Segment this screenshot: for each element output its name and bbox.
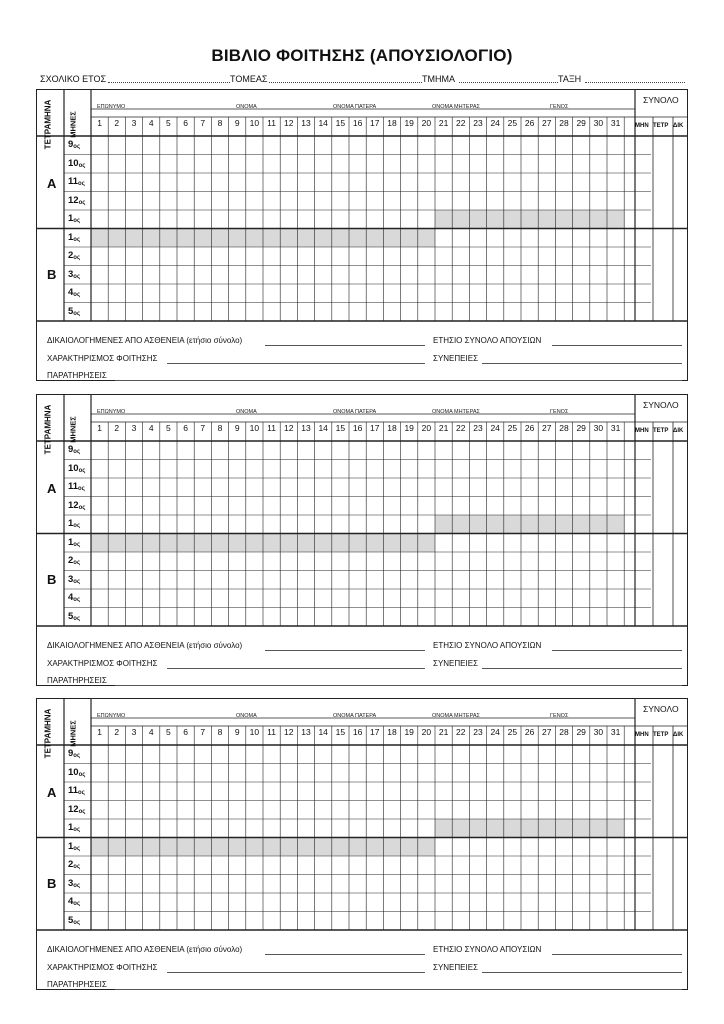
day-number: 19 xyxy=(404,423,414,433)
total-term-label: ΤΕΤΡ xyxy=(653,123,669,129)
day-number: 1 xyxy=(97,423,102,433)
justified-illness-field[interactable] xyxy=(265,954,425,955)
total-justified-label: ΔΙΚ xyxy=(673,123,684,129)
day-number: 5 xyxy=(166,423,171,433)
term-b-label: Β xyxy=(47,876,57,891)
day-number: 3 xyxy=(131,727,137,737)
characterization-label: ΧΑΡΑΚΤΗΡΙΣΜΟΣ ΦΟΙΤΗΣΗΣ xyxy=(47,963,158,972)
months-header: ΜΗΝΕΣ xyxy=(68,416,78,443)
month-label: $3_{o\varsigma}$ xyxy=(68,877,81,889)
day-number: 22 xyxy=(456,118,466,128)
student-record-1 xyxy=(36,89,688,381)
day-number: 28 xyxy=(559,118,569,128)
day-number: 18 xyxy=(387,727,397,737)
school-year-label: ΣΧΟΛΙΚΟ ΕΤΟΣ xyxy=(40,74,107,84)
total-header: ΣΥΝΟΛΟ xyxy=(643,400,679,410)
day-number: 5 xyxy=(166,118,171,128)
justified-illness-field[interactable] xyxy=(265,650,425,651)
month-label: $4_{o\varsigma}$ xyxy=(68,287,81,298)
total-term-label: ΤΕΤΡ xyxy=(653,732,669,738)
shaded-cells xyxy=(435,210,624,229)
day-number: 7 xyxy=(200,118,206,128)
characterization-field[interactable] xyxy=(167,363,425,364)
day-number: 16 xyxy=(352,118,363,128)
total-justified-label: ΔΙΚ xyxy=(673,428,684,434)
day-number: 18 xyxy=(387,423,397,433)
sector-field[interactable] xyxy=(269,82,422,83)
day-number: 3 xyxy=(131,423,137,433)
month-label: $11_{o\varsigma}$ xyxy=(68,481,85,492)
department-label: ΤΜΗΜΑ xyxy=(422,74,455,84)
day-number: 19 xyxy=(404,727,414,737)
day-number: 27 xyxy=(542,118,552,128)
class-field[interactable] xyxy=(585,82,685,83)
father-name-label: ΟΝΟΜΑ ΠΑΤΕΡΑ xyxy=(333,409,377,415)
total-month-label: ΜΗΝ xyxy=(635,732,649,738)
day-number: 29 xyxy=(576,727,586,737)
annual-total-label: ΕΤΗΣΙΟ ΣΥΝΟΛΟ ΑΠΟΥΣΙΩΝ xyxy=(433,945,542,954)
day-number: 26 xyxy=(524,727,535,737)
consequences-field[interactable] xyxy=(482,668,682,669)
month-label: $4_{o\varsigma}$ xyxy=(68,592,81,603)
total-month-label: ΜΗΝ xyxy=(635,123,649,129)
term-a-label: Α xyxy=(47,785,57,800)
surname-label: ΕΠΩΝΥΜΟ xyxy=(97,104,126,110)
day-number: 7 xyxy=(200,423,206,433)
day-number: 25 xyxy=(507,727,518,737)
day-number: 24 xyxy=(490,118,500,128)
total-month-label: ΜΗΝ xyxy=(635,428,649,434)
consequences-label: ΣΥΝΕΠΕΙΕΣ xyxy=(433,354,479,363)
day-number: 15 xyxy=(335,727,346,737)
month-label: $1_{o\varsigma}$ xyxy=(68,231,81,243)
day-number: 17 xyxy=(370,118,380,128)
month-label: $1_{o\varsigma}$ xyxy=(68,536,81,548)
day-number: 26 xyxy=(524,118,535,128)
shaded-cells xyxy=(435,515,624,534)
day-number: 21 xyxy=(438,423,449,433)
total-header: ΣΥΝΟΛΟ xyxy=(643,95,679,105)
day-number: 13 xyxy=(301,727,311,737)
remarks-field[interactable] xyxy=(115,685,682,686)
day-number: 14 xyxy=(318,727,328,737)
day-number: 23 xyxy=(473,727,483,737)
annual-total-label: ΕΤΗΣΙΟ ΣΥΝΟΛΟ ΑΠΟΥΣΙΩΝ xyxy=(433,336,542,345)
day-number: 27 xyxy=(542,423,552,433)
day-number: 6 xyxy=(183,423,188,433)
month-label: $10_{o\varsigma}$ xyxy=(68,157,86,169)
day-number: 30 xyxy=(593,727,604,737)
surname-label: ΕΠΩΝΥΜΟ xyxy=(97,713,126,719)
day-number: 3 xyxy=(131,118,137,128)
day-number: 21 xyxy=(438,118,449,128)
student-record-3 xyxy=(36,698,688,990)
characterization-label: ΧΑΡΑΚΤΗΡΙΣΜΟΣ ΦΟΙΤΗΣΗΣ xyxy=(47,659,158,668)
term-header: ΤΕΤΡΑΜΗΝΑ xyxy=(43,404,53,455)
day-number: 27 xyxy=(542,727,552,737)
month-label: $1_{o\varsigma}$ xyxy=(68,518,81,529)
day-number: 24 xyxy=(490,727,500,737)
day-number: 23 xyxy=(473,423,483,433)
day-number: 4 xyxy=(148,118,154,128)
day-number: 17 xyxy=(370,423,380,433)
day-number: 18 xyxy=(387,118,397,128)
total-header: ΣΥΝΟΛΟ xyxy=(643,704,679,714)
day-number: 11 xyxy=(267,727,276,737)
day-number: 30 xyxy=(593,423,604,433)
remarks-label: ΠΑΡΑΤΗΡΗΣΕΙΣ xyxy=(47,676,107,685)
day-number: 15 xyxy=(335,118,346,128)
term-b-label: Β xyxy=(47,572,57,587)
father-name-label: ΟΝΟΜΑ ΠΑΤΕΡΑ xyxy=(333,713,377,719)
day-number: 5 xyxy=(166,727,171,737)
shaded-cells xyxy=(435,819,624,838)
month-label: $10_{o\varsigma}$ xyxy=(68,462,86,474)
day-number: 12 xyxy=(284,727,294,737)
student-record-2 xyxy=(36,394,688,686)
day-number: 23 xyxy=(473,118,483,128)
month-label: $5_{o\varsigma}$ xyxy=(68,610,81,622)
page-title: ΒΙΒΛΙΟ ΦΟΙΤΗΣΗΣ (ΑΠΟΥΣΙΟΛΟΓΙΟ) xyxy=(211,46,513,65)
months-header: ΜΗΝΕΣ xyxy=(68,720,78,747)
day-number: 14 xyxy=(318,423,328,433)
day-number: 1 xyxy=(97,727,102,737)
day-number: 28 xyxy=(559,423,569,433)
name-label: ΟΝΟΜΑ xyxy=(236,409,257,415)
consequences-label: ΣΥΝΕΠΕΙΕΣ xyxy=(433,963,479,972)
total-justified-label: ΔΙΚ xyxy=(673,732,684,738)
day-number: 25 xyxy=(507,118,518,128)
month-label: $2_{o\varsigma}$ xyxy=(68,859,81,870)
name-label: ΟΝΟΜΑ xyxy=(236,104,257,110)
day-number: 14 xyxy=(318,118,328,128)
month-label: $12_{o\varsigma}$ xyxy=(68,803,86,815)
day-number: 31 xyxy=(610,118,621,128)
day-number: 19 xyxy=(404,118,414,128)
day-number: 10 xyxy=(249,727,260,737)
day-number: 7 xyxy=(200,727,206,737)
month-label: $9_{o\varsigma}$ xyxy=(68,444,81,455)
month-label: $11_{o\varsigma}$ xyxy=(68,785,85,796)
day-number: 15 xyxy=(335,423,346,433)
day-number: 16 xyxy=(352,423,363,433)
day-number: 28 xyxy=(559,727,569,737)
day-number: 12 xyxy=(284,423,294,433)
justified-illness-field[interactable] xyxy=(265,345,425,346)
gender-label: ΓΕΝΟΣ xyxy=(550,409,569,415)
day-number: 4 xyxy=(148,727,154,737)
mother-name-label: ΟΝΟΜΑ ΜΗΤΕΡΑΣ xyxy=(432,713,480,719)
day-number: 1 xyxy=(97,118,102,128)
characterization-field[interactable] xyxy=(167,668,425,669)
month-label: $4_{o\varsigma}$ xyxy=(68,896,81,907)
day-number: 31 xyxy=(610,423,621,433)
day-number: 10 xyxy=(249,118,260,128)
month-label: $3_{o\varsigma}$ xyxy=(68,573,81,585)
mother-name-label: ΟΝΟΜΑ ΜΗΤΕΡΑΣ xyxy=(432,409,480,415)
annual-total-label: ΕΤΗΣΙΟ ΣΥΝΟΛΟ ΑΠΟΥΣΙΩΝ xyxy=(433,641,542,650)
day-number: 9 xyxy=(234,727,240,737)
justified-illness-label: ΔΙΚΑΙΟΛΟΓΗΜΕΝΕΣ ΑΠΟ ΑΣΘΕΝΕΙΑ (ετήσιο σύνολο) xyxy=(47,336,243,345)
day-number: 20 xyxy=(421,118,432,128)
day-number: 24 xyxy=(490,423,500,433)
day-number: 29 xyxy=(576,118,586,128)
sector-label: ΤΟΜΕΑΣ xyxy=(230,74,268,84)
day-number: 22 xyxy=(456,423,466,433)
day-number: 2 xyxy=(114,423,120,433)
remarks-label: ΠΑΡΑΤΗΡΗΣΕΙΣ xyxy=(47,980,107,989)
day-number: 11 xyxy=(267,423,276,433)
day-number: 25 xyxy=(507,423,518,433)
day-number: 13 xyxy=(301,423,311,433)
surname-label: ΕΠΩΝΥΜΟ xyxy=(97,409,126,415)
month-label: $2_{o\varsigma}$ xyxy=(68,555,81,566)
class-label: ΤΑΞΗ xyxy=(558,74,582,84)
school-year-field[interactable] xyxy=(108,82,230,83)
name-label: ΟΝΟΜΑ xyxy=(236,713,257,719)
day-number: 13 xyxy=(301,118,311,128)
annual-total-field[interactable] xyxy=(552,650,682,651)
day-number: 16 xyxy=(352,727,363,737)
day-number: 8 xyxy=(217,423,223,433)
month-label: $1_{o\varsigma}$ xyxy=(68,213,81,224)
day-number: 20 xyxy=(421,727,432,737)
remarks-field[interactable] xyxy=(115,989,682,990)
justified-illness-label: ΔΙΚΑΙΟΛΟΓΗΜΕΝΕΣ ΑΠΟ ΑΣΘΕΝΕΙΑ (ετήσιο σύνολο) xyxy=(47,945,243,954)
month-label: $2_{o\varsigma}$ xyxy=(68,250,81,261)
remarks-field[interactable] xyxy=(115,380,682,381)
day-number: 11 xyxy=(267,118,276,128)
months-header: ΜΗΝΕΣ xyxy=(68,111,78,138)
month-label: $12_{o\varsigma}$ xyxy=(68,499,86,511)
annual-total-field[interactable] xyxy=(552,954,682,955)
day-number: 6 xyxy=(183,118,188,128)
department-field[interactable] xyxy=(459,82,558,83)
day-number: 9 xyxy=(234,423,240,433)
characterization-label: ΧΑΡΑΚΤΗΡΙΣΜΟΣ ΦΟΙΤΗΣΗΣ xyxy=(47,354,158,363)
day-number: 31 xyxy=(610,727,621,737)
day-number: 2 xyxy=(114,727,120,737)
month-label: $5_{o\varsigma}$ xyxy=(68,914,81,926)
day-number: 22 xyxy=(456,727,466,737)
mother-name-label: ΟΝΟΜΑ ΜΗΤΕΡΑΣ xyxy=(432,104,480,110)
day-number: 12 xyxy=(284,118,294,128)
characterization-field[interactable] xyxy=(167,972,425,973)
month-label: $1_{o\varsigma}$ xyxy=(68,822,81,833)
day-number: 2 xyxy=(114,118,120,128)
term-a-label: Α xyxy=(47,176,57,191)
day-number: 30 xyxy=(593,118,604,128)
day-number: 29 xyxy=(576,423,586,433)
gender-label: ΓΕΝΟΣ xyxy=(550,104,569,110)
consequences-field[interactable] xyxy=(482,972,682,973)
month-label: $10_{o\varsigma}$ xyxy=(68,766,86,778)
father-name-label: ΟΝΟΜΑ ΠΑΤΕΡΑ xyxy=(333,104,377,110)
term-a-label: Α xyxy=(47,481,57,496)
month-label: $12_{o\varsigma}$ xyxy=(68,194,86,206)
month-label: $5_{o\varsigma}$ xyxy=(68,305,81,317)
gender-label: ΓΕΝΟΣ xyxy=(550,713,569,719)
month-label: $11_{o\varsigma}$ xyxy=(68,176,85,187)
consequences-label: ΣΥΝΕΠΕΙΕΣ xyxy=(433,659,479,668)
month-label: $3_{o\varsigma}$ xyxy=(68,268,81,280)
meta-row xyxy=(40,74,685,88)
remarks-label: ΠΑΡΑΤΗΡΗΣΕΙΣ xyxy=(47,371,107,380)
day-number: 8 xyxy=(217,727,223,737)
term-header: ΤΕΤΡΑΜΗΝΑ xyxy=(43,708,53,759)
month-label: $1_{o\varsigma}$ xyxy=(68,840,81,852)
day-number: 26 xyxy=(524,423,535,433)
day-number: 6 xyxy=(183,727,188,737)
justified-illness-label: ΔΙΚΑΙΟΛΟΓΗΜΕΝΕΣ ΑΠΟ ΑΣΘΕΝΕΙΑ (ετήσιο σύνολο) xyxy=(47,641,243,650)
month-label: $9_{o\varsigma}$ xyxy=(68,139,81,150)
day-number: 17 xyxy=(370,727,380,737)
annual-total-field[interactable] xyxy=(552,345,682,346)
day-number: 8 xyxy=(217,118,223,128)
day-number: 21 xyxy=(438,727,449,737)
day-number: 9 xyxy=(234,118,240,128)
day-number: 10 xyxy=(249,423,260,433)
month-label: $9_{o\varsigma}$ xyxy=(68,748,81,759)
day-number: 4 xyxy=(148,423,154,433)
term-b-label: Β xyxy=(47,267,57,282)
total-term-label: ΤΕΤΡ xyxy=(653,428,669,434)
day-number: 20 xyxy=(421,423,432,433)
consequences-field[interactable] xyxy=(482,363,682,364)
term-header: ΤΕΤΡΑΜΗΝΑ xyxy=(43,99,53,150)
